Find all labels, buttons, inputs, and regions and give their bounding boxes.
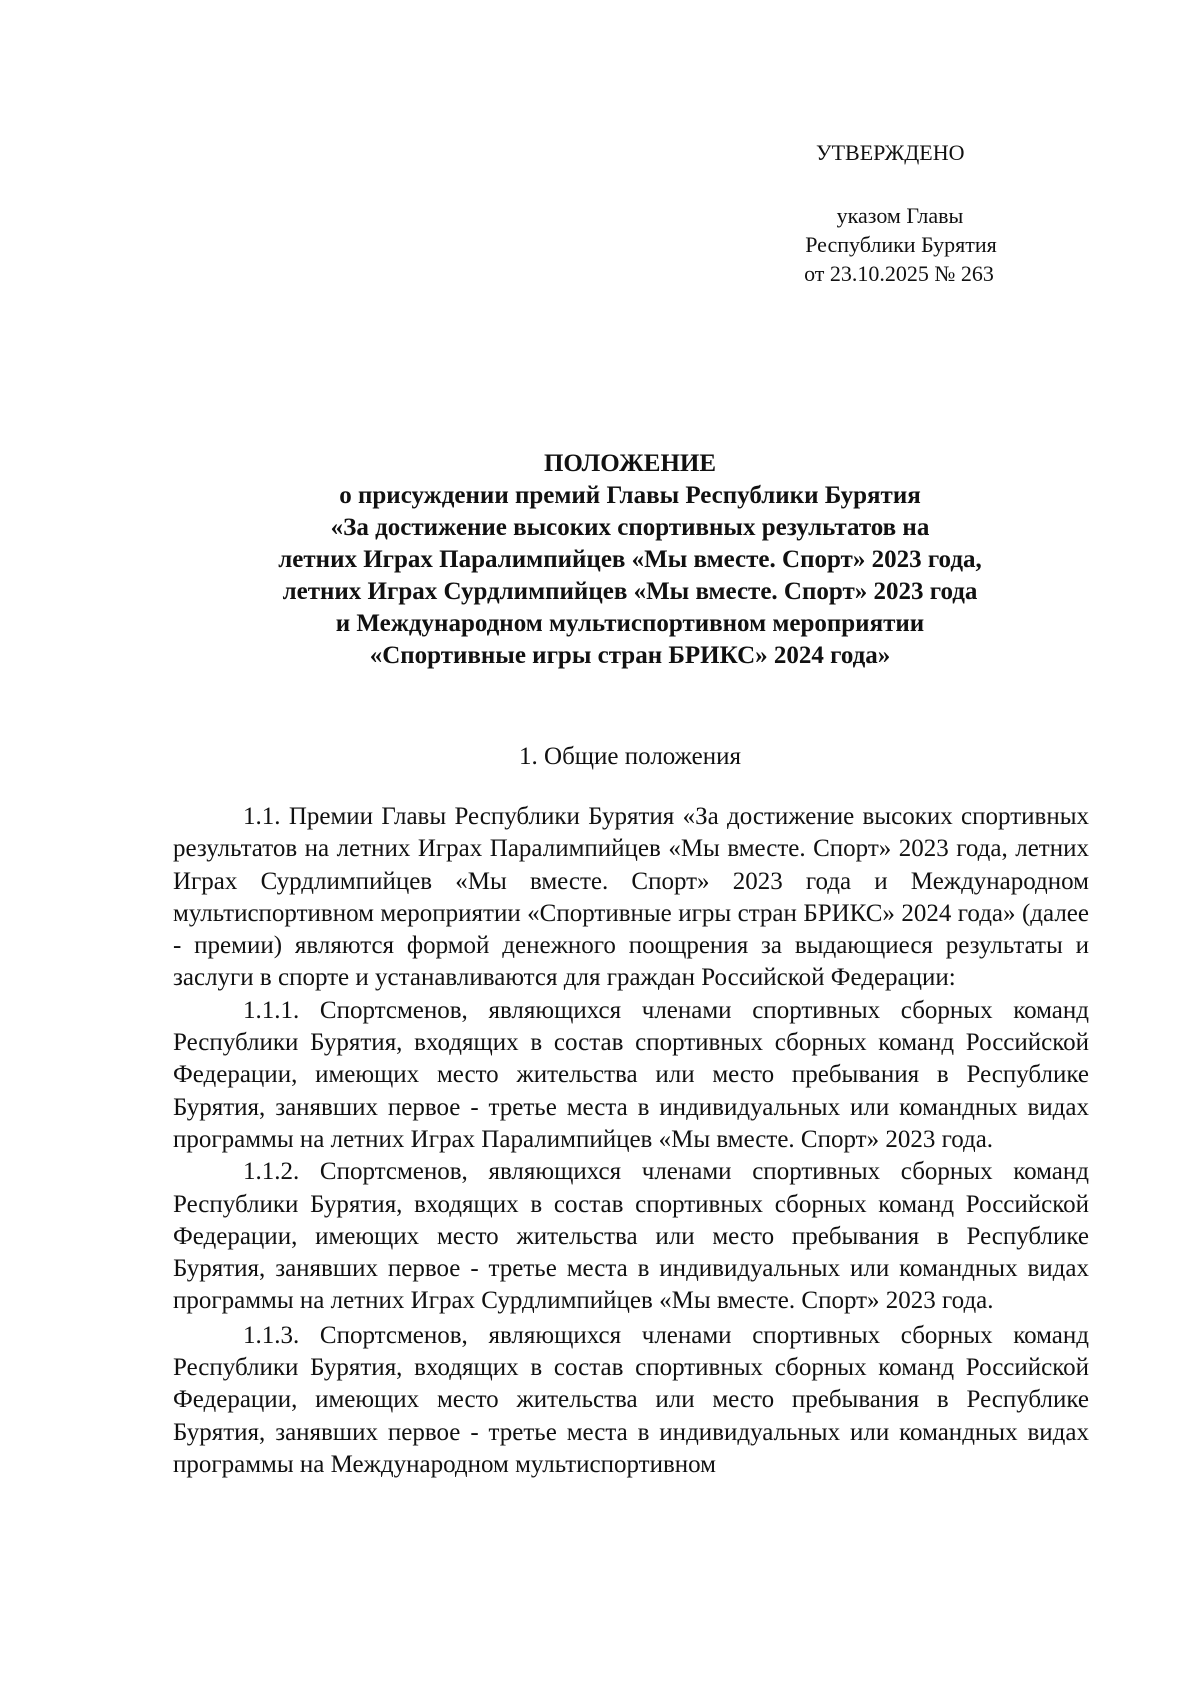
- approval-decree: указом Главы: [836, 203, 964, 228]
- approval-authority: Республики Бурятия: [805, 232, 997, 257]
- title-line: летних Играх Сурдлимпийцев «Мы вместе. Спорт» 2023 года: [282, 578, 978, 605]
- document-body: [173, 801, 1089, 1481]
- section-heading: 1. Общие положения: [519, 743, 741, 770]
- paragraph-1-1-1: 1.1.1. Спортсменов, являющихся членами спортивных сборных команд Республики Бурятия, входящих в состав спортивных сборных команд Российской Федерации, имеющих место жительства или место пребывания в Республике Бурятия, занявших первое - третье места в индивидуальных или командных видах программы на летних Играх Паралимпийцев «Мы вместе. Спорт» 2023 года.: [173, 996, 1089, 1153]
- paragraph-1-1-3: 1.1.3. Спортсменов, являющихся членами спортивных сборных команд Республики Бурятия, входящих в состав спортивных сборных команд Российской Федерации, имеющих место жительства или место пребывания в Республике Бурятия, занявших первое - третье места в индивидуальных или командных видах программы на Международном мультиспортивном: [173, 1321, 1089, 1478]
- approval-stamp: [790, 138, 1050, 286]
- title-line: ПОЛОЖЕНИЕ: [543, 450, 717, 477]
- approval-date-number: от 23.10.2025 № 263: [804, 261, 994, 286]
- paragraph-1-1: 1.1. Премии Главы Республики Бурятия «За достижение высоких спортивных результатов на летних Играх Паралимпийцев «Мы вместе. Спорт» 2023 года, летних Играх Сурдлимпийцев «Мы вместе. Спорт» 2023 года и Международном мультиспортивном мероприятии «Спортивные игры стран БРИКС» 2024 года» (далее - премии) являются формой денежного поощрения за выдающиеся результаты и заслуги в спорте и устанавливаются для граждан Российской Федерации:: [173, 803, 1089, 992]
- title-line: «За достижение высоких спортивных результатов на: [330, 514, 930, 541]
- paragraph-1-1-2: 1.1.2. Спортсменов, являющихся членами спортивных сборных команд Республики Бурятия, входящих в состав спортивных сборных команд Российской Федерации, имеющих место жительства или место пребывания в Республике Бурятия, занявших первое - третье места в индивидуальных или командных видах программы на летних Играх Сурдлимпийцев «Мы вместе. Спорт» 2023 года.: [173, 1158, 1089, 1315]
- title-line: и Международном мультиспортивном мероприятии: [335, 610, 925, 637]
- title-line: «Спортивные игры стран БРИКС» 2024 года»: [369, 642, 891, 669]
- approved-label: УТВЕРЖДЕНО: [816, 140, 965, 165]
- title-line: о присуждении премий Главы Республики Бурятия: [339, 482, 921, 509]
- document-title: [170, 448, 1090, 672]
- title-line: летних Играх Паралимпийцев «Мы вместе. Спорт» 2023 года,: [278, 546, 982, 573]
- approval-details: [790, 201, 1050, 288]
